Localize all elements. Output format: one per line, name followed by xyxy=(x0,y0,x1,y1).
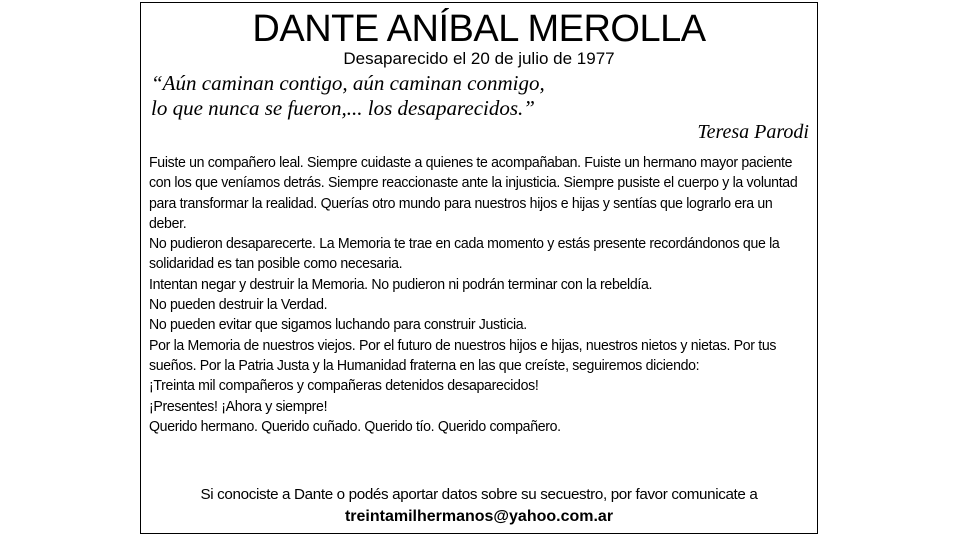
quote-line: lo que nunca se fueron,... los desaparecidos.” xyxy=(151,96,535,120)
body-paragraph: Querido hermano. Querido cuñado. Querido tío. Querido compañero. xyxy=(149,417,561,435)
body-paragraph: No pudieron desaparecerte. La Memoria te trae en cada momento y estás presente recordándonos que la solidaridad es tan posible como necesaria. xyxy=(149,235,780,273)
body-paragraph: Intentan negar y destruir la Memoria. No pudieron ni podrán terminar con la rebeldía. xyxy=(149,275,653,293)
notice-subtitle: Desaparecido el 20 de julio de 1977 xyxy=(343,49,615,68)
body-paragraph: ¡Presentes! ¡Ahora y siempre! xyxy=(149,397,328,415)
notice-body xyxy=(149,153,813,437)
quote-author: Teresa Parodi xyxy=(697,121,809,143)
quote-block xyxy=(151,71,811,121)
contact-email: treintamilhermanos@yahoo.com.ar xyxy=(344,508,614,525)
body-paragraph: No pueden evitar que sigamos luchando para construir Justicia. xyxy=(149,316,527,334)
body-paragraph: No pueden destruir la Verdad. xyxy=(149,296,328,314)
body-paragraph: ¡Treinta mil compañeros y compañeras detenidos desaparecidos! xyxy=(149,377,539,395)
contact-text: Si conociste a Dante o podés aportar datos sobre su secuestro, por favor comunicate a xyxy=(200,486,758,503)
body-paragraph: Por la Memoria de nuestros viejos. Por el futuro de nuestros hijos e hijas, nuestros nietos y nietas. Por tus sueños. Por la Patria Justa y la Humanidad fraterna en las que creíste, seguiremos diciendo: xyxy=(149,336,777,374)
body-paragraph: Fuiste un compañero leal. Siempre cuidaste a quienes te acompañaban. Fuiste un hermano mayor paciente con los que veníamos detrás. Siempre reaccionaste ante la injusticia. Siempre pusiste el cuerpo y la voluntad para transformar la realidad. Querías otro mundo para nuestros hijos e hijas y sentías que lograrlo era un deber. xyxy=(149,154,798,232)
quote-line: “Aún caminan contigo, aún caminan conmigo, xyxy=(151,71,545,95)
memorial-notice xyxy=(140,2,818,534)
notice-title: DANTE ANÍBAL MEROLLA xyxy=(252,8,706,50)
